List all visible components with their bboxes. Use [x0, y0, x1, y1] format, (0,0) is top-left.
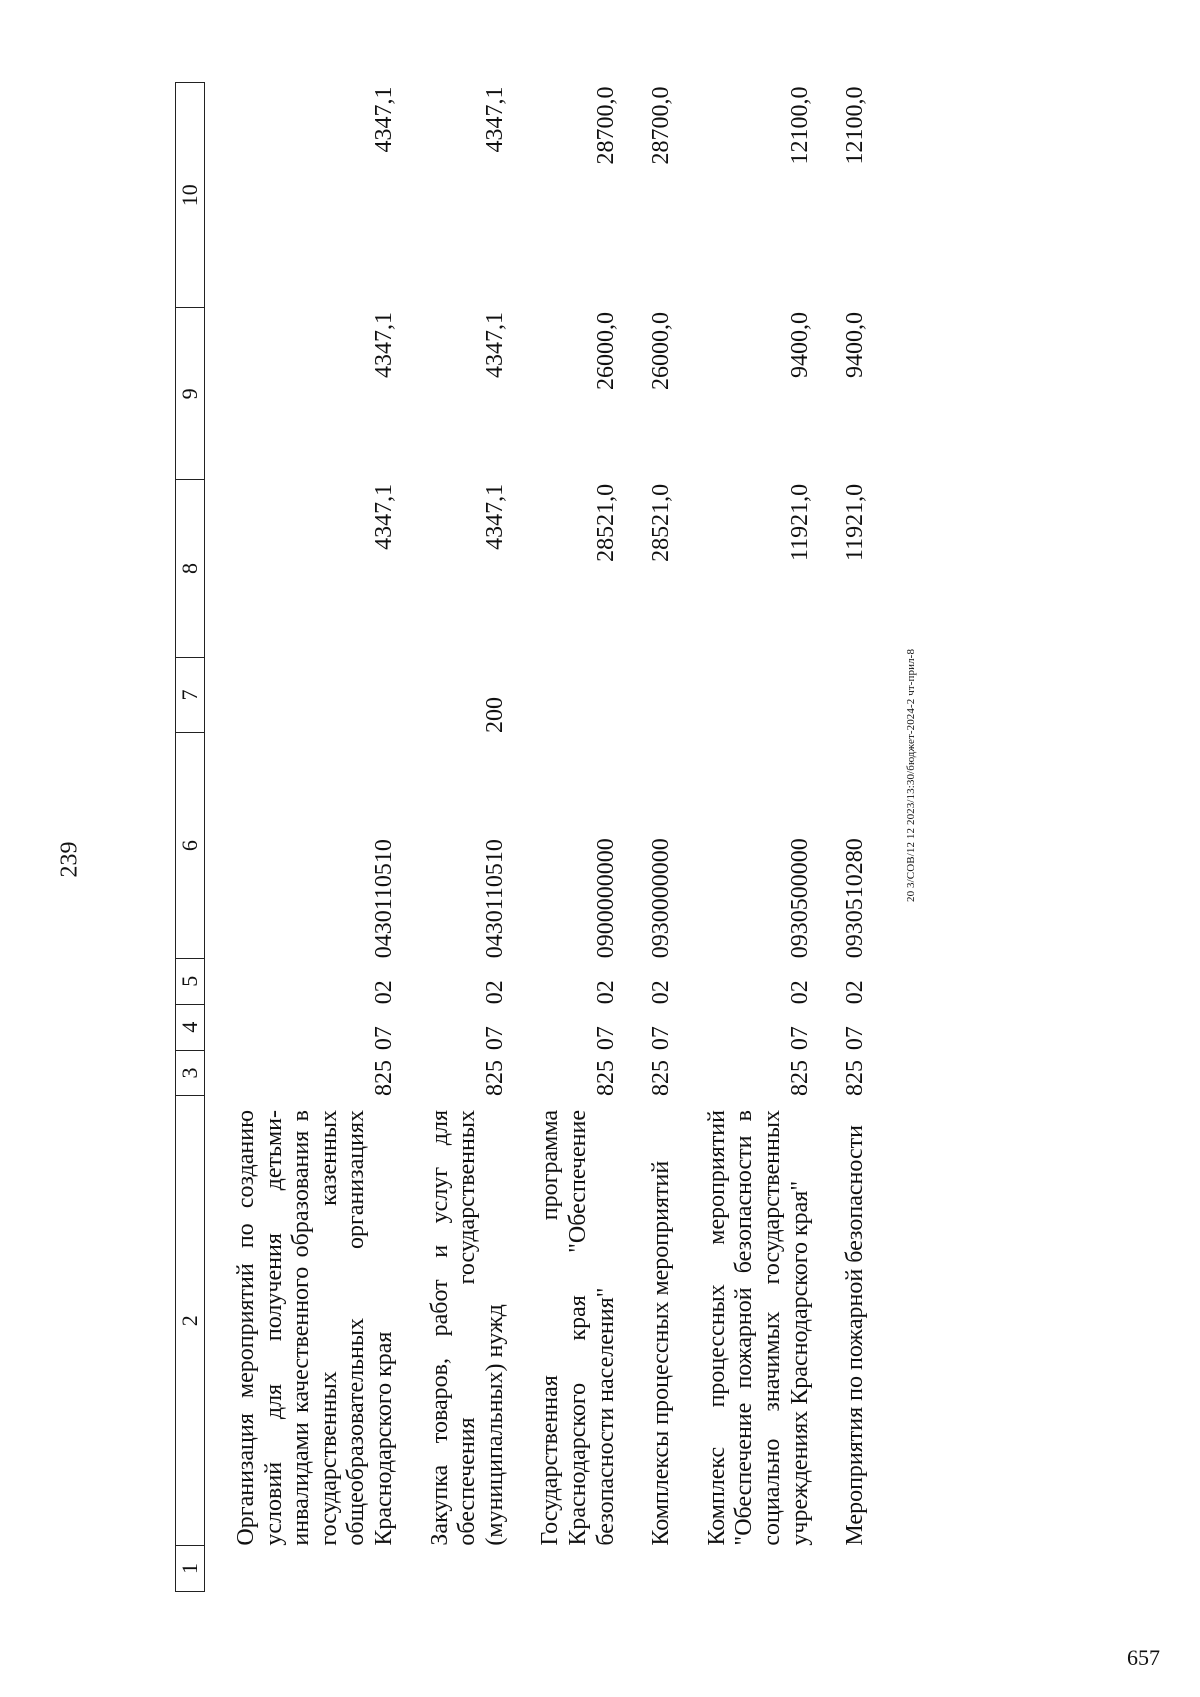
row-spacer — [509, 1546, 620, 1592]
column-header-7: 7 — [176, 657, 205, 733]
page-number-top: 239 — [56, 841, 83, 878]
row-code-5: 02 — [370, 980, 397, 1005]
row-spacer — [676, 1546, 814, 1592]
row-code-4: 07 — [648, 1026, 675, 1051]
row-code-7 — [620, 657, 676, 733]
row-value-10: 4347,1 — [481, 86, 508, 153]
row-description: Организация мероприятий по созданию условий для получения детьми-инвалидами качественного образования в государственных казенных общеобразовательных организациях Краснодарского края — [233, 1110, 397, 1546]
row-code-3: 825 — [370, 1060, 397, 1096]
row-value-9: 26000,0 — [592, 311, 619, 390]
table-header-row — [176, 83, 205, 1592]
document-stamp: 20 3/СОВ/12 12 2023/13:30/бюджет-2024-2 чт-прил-8 — [905, 648, 917, 902]
row-code-6: 0430110510 — [481, 839, 508, 959]
row-code-5: 02 — [842, 980, 869, 1005]
row-description: Комплексы процессных мероприятий — [648, 1160, 675, 1546]
row-value-10: 12100,0 — [786, 86, 813, 165]
row-code-5: 02 — [786, 980, 813, 1005]
row-spacer — [620, 1546, 676, 1592]
row-code-6: 0900000000 — [592, 838, 619, 959]
rotated-table-container — [175, 82, 869, 1592]
row-value-8: 28521,0 — [592, 483, 619, 562]
row-value-8: 4347,1 — [481, 483, 508, 550]
row-code-6: 0430110510 — [370, 839, 397, 959]
row-value-10: 28700,0 — [648, 86, 675, 165]
row-code-7 — [205, 657, 399, 733]
row-code-4: 07 — [481, 1026, 508, 1051]
row-value-9: 9400,0 — [786, 311, 813, 378]
row-code-5: 02 — [648, 980, 675, 1005]
row-value-10: 12100,0 — [842, 86, 869, 165]
row-value-10: 28700,0 — [592, 86, 619, 165]
page-number-bottom: 657 — [1127, 1645, 1160, 1670]
row-code-4: 07 — [370, 1026, 397, 1051]
row-value-8: 11921,0 — [842, 483, 869, 561]
table-row — [205, 83, 399, 1592]
row-code-5: 02 — [592, 980, 619, 1005]
row-value-8: 28521,0 — [648, 483, 675, 562]
column-header-8: 8 — [176, 480, 205, 657]
row-description: Государственная программа Краснодарского края "Обеспечение безопасности населения" — [537, 1110, 619, 1546]
column-header-6: 6 — [176, 733, 205, 958]
table-row — [676, 83, 814, 1592]
budget-table — [175, 82, 870, 1592]
row-code-7 — [509, 657, 620, 733]
row-code-6: 0930000000 — [648, 838, 675, 959]
table-row — [399, 83, 510, 1592]
row-value-9: 9400,0 — [842, 311, 869, 378]
row-code-4: 07 — [592, 1026, 619, 1051]
row-spacer — [399, 1546, 510, 1592]
column-header-10: 10 — [176, 83, 205, 308]
row-value-9: 4347,1 — [370, 311, 397, 378]
row-code-3: 825 — [786, 1060, 813, 1096]
row-description: Закупка товаров, работ и услуг для обеспечения государственных (муниципальных) нужд — [426, 1110, 508, 1546]
table-row — [509, 83, 620, 1592]
row-value-9: 26000,0 — [648, 311, 675, 390]
row-code-4: 07 — [786, 1026, 813, 1051]
row-value-8: 4347,1 — [370, 483, 397, 550]
row-code-3: 825 — [592, 1060, 619, 1096]
row-code-6: 0930500000 — [786, 838, 813, 959]
row-code-4: 07 — [842, 1026, 869, 1051]
row-description: Мероприятия по пожарной безопасности — [842, 1125, 869, 1546]
row-code-5: 02 — [481, 980, 508, 1005]
row-spacer — [205, 1546, 399, 1592]
row-code-3: 825 — [842, 1060, 869, 1096]
column-header-2: 2 — [176, 1096, 205, 1546]
column-header-1: 1 — [176, 1546, 205, 1592]
table-row — [620, 83, 676, 1592]
column-header-9: 9 — [176, 308, 205, 480]
column-header-4: 4 — [176, 1004, 205, 1050]
column-header-5: 5 — [176, 958, 205, 1004]
column-header-3: 3 — [176, 1050, 205, 1096]
row-value-9: 4347,1 — [481, 311, 508, 378]
row-code-7 — [676, 657, 814, 733]
row-code-7: 200 — [481, 696, 508, 733]
row-code-3: 825 — [648, 1060, 675, 1096]
row-description: Комплекс процессных мероприятий "Обеспечение пожарной безопасности в социально значимых государственных учреждениях Краснодарского края" — [703, 1110, 813, 1546]
table-row — [814, 83, 870, 1592]
row-value-8: 11921,0 — [786, 483, 813, 561]
row-code-7 — [814, 657, 870, 733]
row-code-6: 0930510280 — [842, 838, 869, 959]
row-value-10: 4347,1 — [370, 86, 397, 153]
row-code-3: 825 — [481, 1060, 508, 1096]
row-spacer — [814, 1546, 870, 1592]
